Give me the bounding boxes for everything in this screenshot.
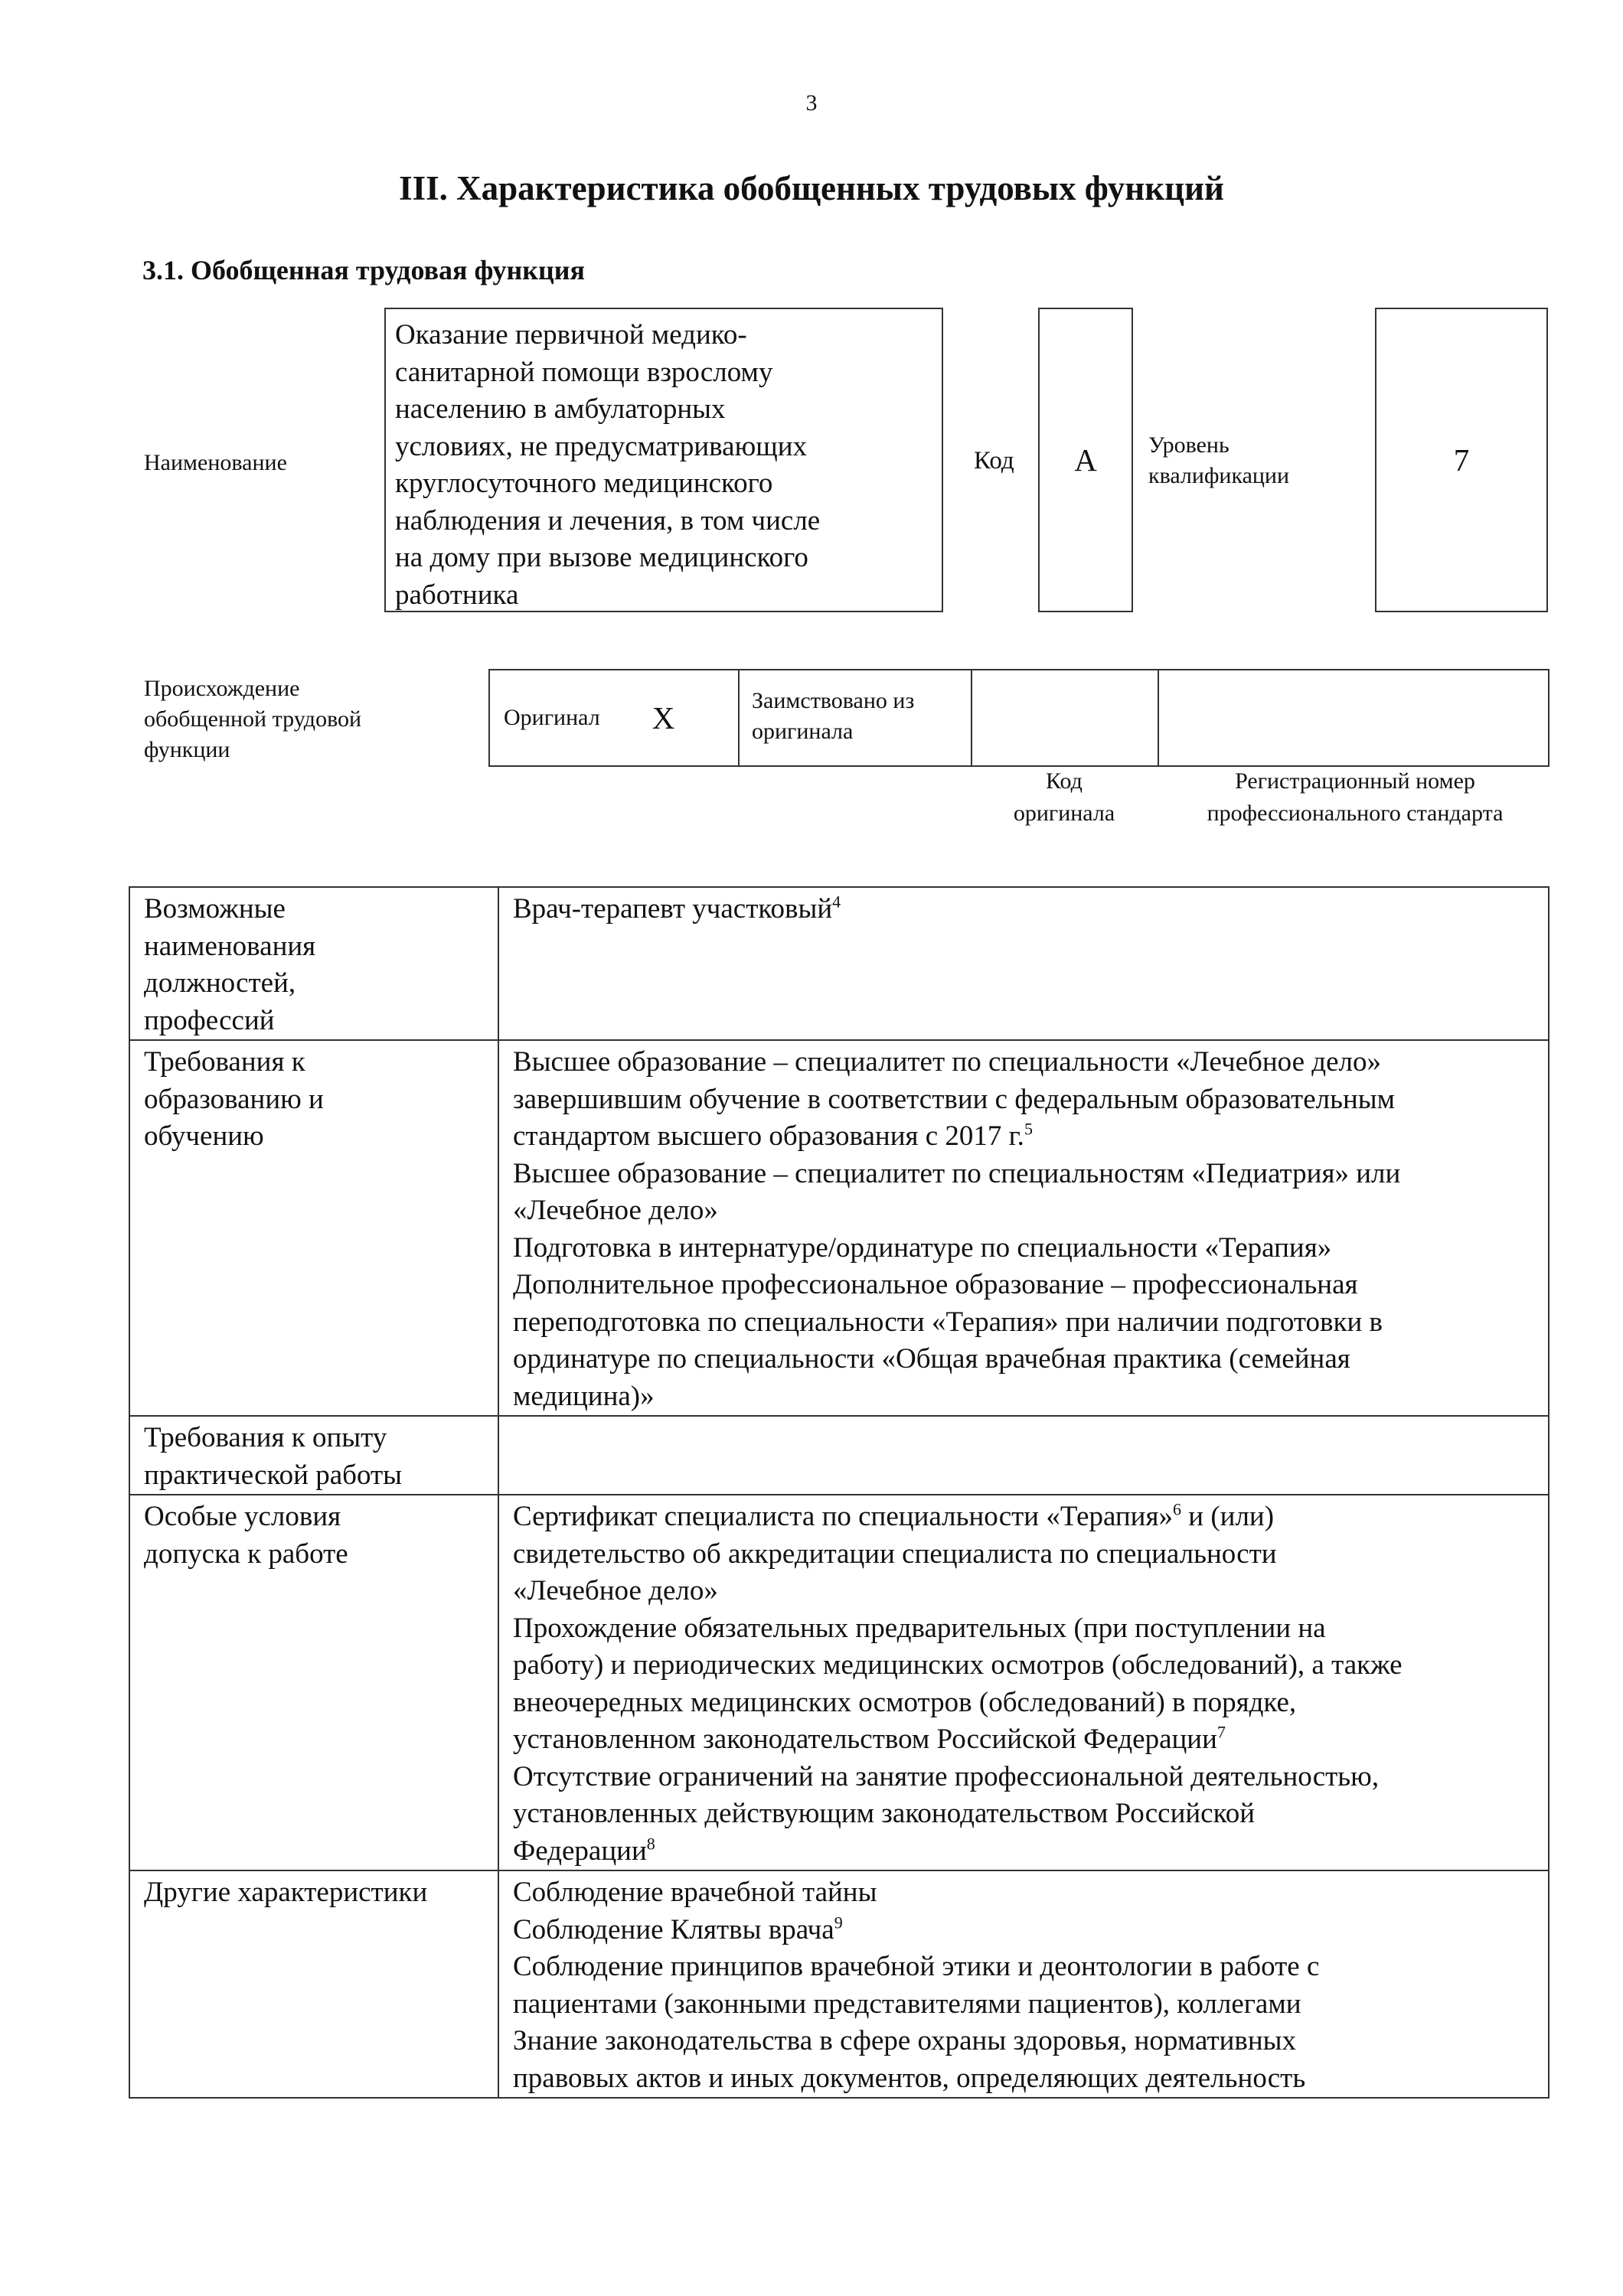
footnote-ref: 4 <box>832 892 841 912</box>
code-original-caption <box>965 765 1164 830</box>
origin-code-cell <box>972 670 1159 765</box>
label-line: Другие характеристики <box>144 1877 428 1908</box>
text-fragment: Соблюдение Клятвы врача <box>513 1913 834 1945</box>
text-line: Знание законодательства в сфере охраны здоровья, нормативных <box>513 2025 1297 2056</box>
label-line: обучению <box>144 1120 264 1152</box>
text-fragment: Сертификат специалиста по специальности «Терапия» <box>513 1501 1174 1532</box>
text-line: ординатуре по специальности «Общая врачебная практика (семейная <box>513 1343 1350 1375</box>
text-line: правовых актов и иных документов, определяющих деятельность <box>513 2062 1306 2094</box>
qualification-level-value: 7 <box>1453 442 1470 478</box>
code-value-box <box>1038 308 1133 612</box>
code-original-caption-line: оригинала <box>1013 801 1115 826</box>
table-row <box>129 887 1549 1040</box>
text-line: Соблюдение врачебной тайны <box>513 1877 877 1908</box>
label-line: наименования <box>144 930 316 962</box>
text-line: Высшее образование – специалитет по специальности «Лечебное дело» <box>513 1046 1381 1078</box>
text-line: работу) и периодических медицинских осмотров (обследований), а также <box>513 1649 1403 1681</box>
table-row <box>129 1495 1549 1870</box>
table-row <box>129 1040 1549 1416</box>
function-name-box <box>384 308 943 612</box>
other-characteristics-value <box>498 1870 1549 2098</box>
text-line: «Лечебное дело» <box>513 1195 718 1226</box>
text-line: Подготовка в интернатуре/ординатуре по специальности «Терапия» <box>513 1231 1332 1264</box>
label-line: Возможные <box>144 893 286 925</box>
function-name-line: на дому при вызове медицинского <box>395 542 808 573</box>
function-name-line: населению в амбулаторных <box>395 393 726 425</box>
text-line: Высшее образование – специалитет по специальностям «Педиатрия» или <box>513 1157 1401 1189</box>
subsection-title: 3.1. Обобщенная трудовая функция <box>142 255 585 285</box>
positions-value <box>498 887 1549 1040</box>
text-line <box>513 1912 1539 1949</box>
label-line: должностей, <box>144 967 296 999</box>
borrowed-label-line: оригинала <box>752 719 854 744</box>
education-value <box>498 1040 1549 1416</box>
text-line <box>513 1118 1539 1156</box>
footnote-ref: 6 <box>1173 1499 1182 1519</box>
text-fragment: Федерации <box>513 1835 647 1867</box>
original-label: Оригинал <box>504 705 600 730</box>
function-name-line: Оказание первичной медико- <box>395 319 747 351</box>
education-label <box>129 1040 498 1416</box>
text-line: завершившим обучение в соответствии с федеральным образовательным <box>513 1083 1396 1115</box>
text-line: Прохождение обязательных предварительных (при поступлении на <box>513 1612 1326 1644</box>
text-line: Соблюдение принципов врачебной этики и деонтологии в работе с <box>513 1951 1320 1982</box>
text-line <box>513 1499 1539 1536</box>
function-name-line: наблюдения и лечения, в том числе <box>395 504 821 536</box>
qualification-level-label-line: квалификации <box>1148 463 1290 488</box>
function-name-line: круглосуточного медицинского <box>395 468 773 499</box>
qualification-level-label <box>1148 430 1289 491</box>
text-line: внеочередных медицинских осмотров (обследований) в порядке, <box>513 1686 1297 1718</box>
table-row <box>129 1870 1549 2098</box>
text-line: Отсутствие ограничений на занятие профессиональной деятельностью, <box>513 1760 1380 1792</box>
label-line: допуска к работе <box>144 1538 348 1570</box>
function-name-line: работника <box>395 579 519 611</box>
text-fragment: установленном законодательством Российской Федерации <box>513 1724 1217 1755</box>
text-line: «Лечебное дело» <box>513 1575 718 1606</box>
borrowed-label-line: Заимствовано из <box>752 688 915 713</box>
origin-label-line: Происхождение <box>144 676 300 701</box>
text-line: переподготовка по специальности «Терапия» при наличии подготовки в <box>513 1306 1383 1338</box>
label-line: практической работы <box>144 1459 402 1491</box>
code-original-caption-line: Код <box>1046 768 1083 794</box>
text-line: медицина)» <box>513 1380 655 1412</box>
registration-number-caption <box>1148 765 1562 830</box>
origin-table <box>488 669 1550 767</box>
section-title: III. Характеристика обобщенных трудовых функций <box>399 169 1224 207</box>
position-title: Врач-терапевт участковый <box>513 893 833 925</box>
text-fragment: стандартом высшего образования с 2017 г. <box>513 1120 1024 1152</box>
experience-value <box>498 1416 1549 1495</box>
original-mark: Х <box>651 700 675 735</box>
label-line: образованию и <box>144 1083 324 1115</box>
text-fragment: и (или) <box>1181 1501 1275 1532</box>
registration-number-caption-line: Регистрационный номер <box>1235 768 1475 794</box>
label-line: Требования к опыту <box>144 1422 387 1453</box>
qualification-level-label-line: Уровень <box>1148 432 1229 458</box>
table-row <box>129 1416 1549 1495</box>
text-line: Дополнительное профессиональное образование – профессиональная <box>513 1269 1358 1300</box>
footnote-ref: 7 <box>1216 1722 1226 1742</box>
other-characteristics-label <box>129 1870 498 2098</box>
text-line <box>513 1833 1539 1870</box>
code-value: А <box>1074 442 1097 478</box>
page-number: 3 <box>805 90 818 116</box>
experience-label <box>129 1416 498 1495</box>
code-label: Код <box>974 447 1014 475</box>
footnote-ref: 5 <box>1024 1119 1033 1139</box>
origin-label <box>144 673 361 765</box>
text-line: пациентами (законными представителями пациентов), коллегами <box>513 1988 1301 2020</box>
text-line: свидетельство об аккредитации специалиста по специальности <box>513 1538 1277 1570</box>
text-line: установленных действующим законодательством Российской <box>513 1798 1255 1829</box>
requirements-table <box>129 886 1550 2099</box>
label-line: Особые условия <box>144 1501 341 1532</box>
footnote-ref: 8 <box>646 1834 655 1854</box>
qualification-level-box <box>1375 308 1548 612</box>
origin-original-cell <box>490 670 740 765</box>
function-name-line: санитарной помощи взрослому <box>395 356 773 388</box>
label-line: профессий <box>144 1004 275 1036</box>
origin-label-line: функции <box>144 737 230 762</box>
special-conditions-label <box>129 1495 498 1870</box>
positions-label <box>129 887 498 1040</box>
origin-borrowed-cell <box>740 670 972 765</box>
label-line: Требования к <box>144 1046 305 1078</box>
origin-regnum-cell <box>1159 670 1548 765</box>
special-conditions-value <box>498 1495 1549 1870</box>
text-line <box>513 1721 1539 1759</box>
function-name-line: условиях, не предусматривающих <box>395 430 808 462</box>
name-label: Наименование <box>144 450 287 475</box>
origin-label-line: обобщенной трудовой <box>144 706 362 732</box>
registration-number-caption-line: профессионального стандарта <box>1207 801 1504 826</box>
footnote-ref: 9 <box>834 1913 843 1932</box>
